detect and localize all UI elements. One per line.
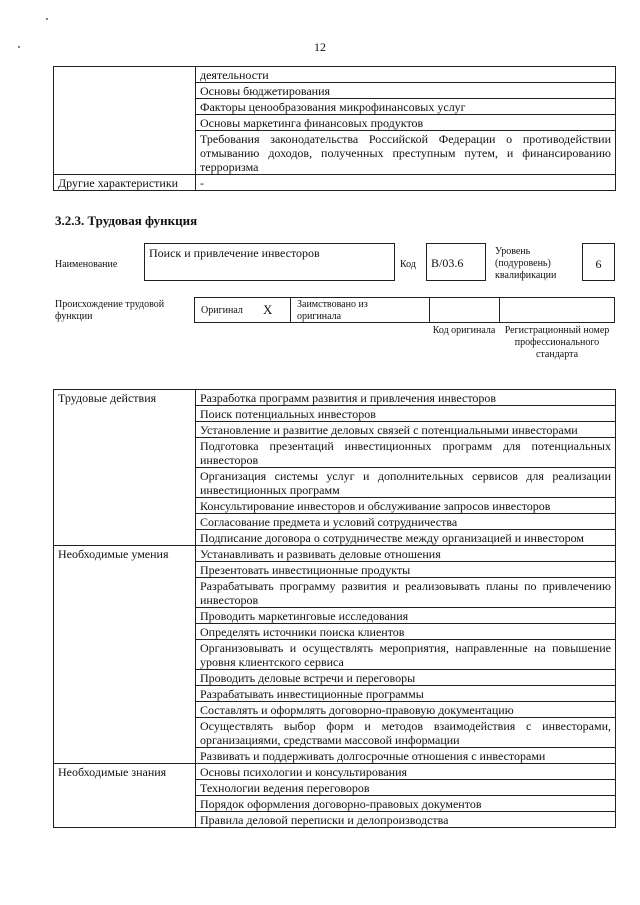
group-item: Правила деловой переписки и делопроизводства xyxy=(196,812,616,828)
level-value-box xyxy=(582,243,615,281)
group-item: Организация системы услуг и дополнительных сервисов для реализации инвестиционных программ xyxy=(196,468,616,498)
top-table-item: Основы маркетинга финансовых продуктов xyxy=(196,115,616,131)
group-item: Технологии ведения переговоров xyxy=(196,780,616,796)
group-title: Необходимые знания xyxy=(54,764,196,828)
code-original-box xyxy=(429,297,500,323)
scan-speck xyxy=(46,18,48,20)
original-label: Оригинал xyxy=(201,305,243,316)
group-item: Поиск потенциальных инвесторов xyxy=(196,406,616,422)
code-value-box xyxy=(426,243,486,281)
top-table-row xyxy=(54,67,616,83)
group-item: Развивать и поддерживать долгосрочные отношения с инвесторами xyxy=(196,748,616,764)
section-title: 3.2.3. Трудовая функция xyxy=(55,213,198,228)
group-item: Подписание договора о сотрудничестве между организацией и инвестором xyxy=(196,530,616,546)
group-item: Разработка программ развития и привлечения инвесторов xyxy=(196,390,616,406)
name-label: Наименование xyxy=(55,259,118,270)
reg-number-box xyxy=(499,297,615,323)
group-item: Разрабатывать программу развития и реализовывать планы по привлечению инвесторов xyxy=(196,578,616,608)
top-table xyxy=(53,66,616,191)
group-item: Основы психологии и консультирования xyxy=(196,764,616,780)
group-item: Консультирование инвесторов и обслуживание запросов инвесторов xyxy=(196,498,616,514)
group-item: Составлять и оформлять договорно-правовую документацию xyxy=(196,702,616,718)
group-item: Определять источники поиска клиентов xyxy=(196,624,616,640)
origin-label: Происхождение трудовой функции xyxy=(55,299,165,322)
group-item: Установление и развитие деловых связей с потенциальными инвесторами xyxy=(196,422,616,438)
group-title: Трудовые действия xyxy=(54,390,196,546)
level-label: Уровень (подуровень) квалификации xyxy=(495,246,557,281)
group-item: Подготовка презентаций инвестиционных программ для потенциальных инвесторов xyxy=(196,438,616,468)
top-table-row xyxy=(54,175,616,191)
table-row xyxy=(54,390,616,406)
page-number: 12 xyxy=(314,40,326,54)
main-table xyxy=(53,389,616,828)
group-item: Порядок оформления договорно-правовых документов xyxy=(196,796,616,812)
level-value: 6 xyxy=(595,257,602,271)
top-table-left-cell xyxy=(54,67,196,175)
top-table-item: Основы бюджетирования xyxy=(196,83,616,99)
code-label: Код xyxy=(400,259,416,270)
table-row xyxy=(54,764,616,780)
group-item: Организовывать и осуществлять мероприятия, направленные на повышение уровня клиентского сервиса xyxy=(196,640,616,670)
top-table-item: Факторы ценообразования микрофинансовых услуг xyxy=(196,99,616,115)
borrowed-label: Заимствовано из оригинала xyxy=(297,299,368,322)
group-item: Устанавливать и развивать деловые отношения xyxy=(196,546,616,562)
group-item: Согласование предмета и условий сотрудничества xyxy=(196,514,616,530)
group-item: Проводить маркетинговые исследования xyxy=(196,608,616,624)
top-table-item: Требования законодательства Российской Федерации о противодействии отмыванию доходов, полученных преступным путем, и финансированию терроризма xyxy=(196,131,616,175)
top-table-left-cell: Другие характеристики xyxy=(54,175,196,191)
reg-number-label: Регистрационный номер профессионального стандарта xyxy=(504,325,610,360)
code-value: B/03.6 xyxy=(431,256,464,270)
borrowed-box xyxy=(290,297,430,323)
original-mark: X xyxy=(263,302,273,317)
name-value: Поиск и привлечение инвесторов xyxy=(149,246,320,260)
group-item: Презентовать инвестиционные продукты xyxy=(196,562,616,578)
group-item: Разрабатывать инвестиционные программы xyxy=(196,686,616,702)
top-table-item: - xyxy=(196,175,616,191)
name-value-box xyxy=(144,243,395,281)
code-original-label: Код оригинала xyxy=(432,325,496,336)
original-box xyxy=(194,297,291,323)
group-title: Необходимые умения xyxy=(54,546,196,764)
table-row xyxy=(54,546,616,562)
top-table-item: деятельности xyxy=(196,67,616,83)
group-item: Проводить деловые встречи и переговоры xyxy=(196,670,616,686)
group-item: Осуществлять выбор форм и методов взаимодействия с инвесторами, организациями, средствами массовой информации xyxy=(196,718,616,748)
